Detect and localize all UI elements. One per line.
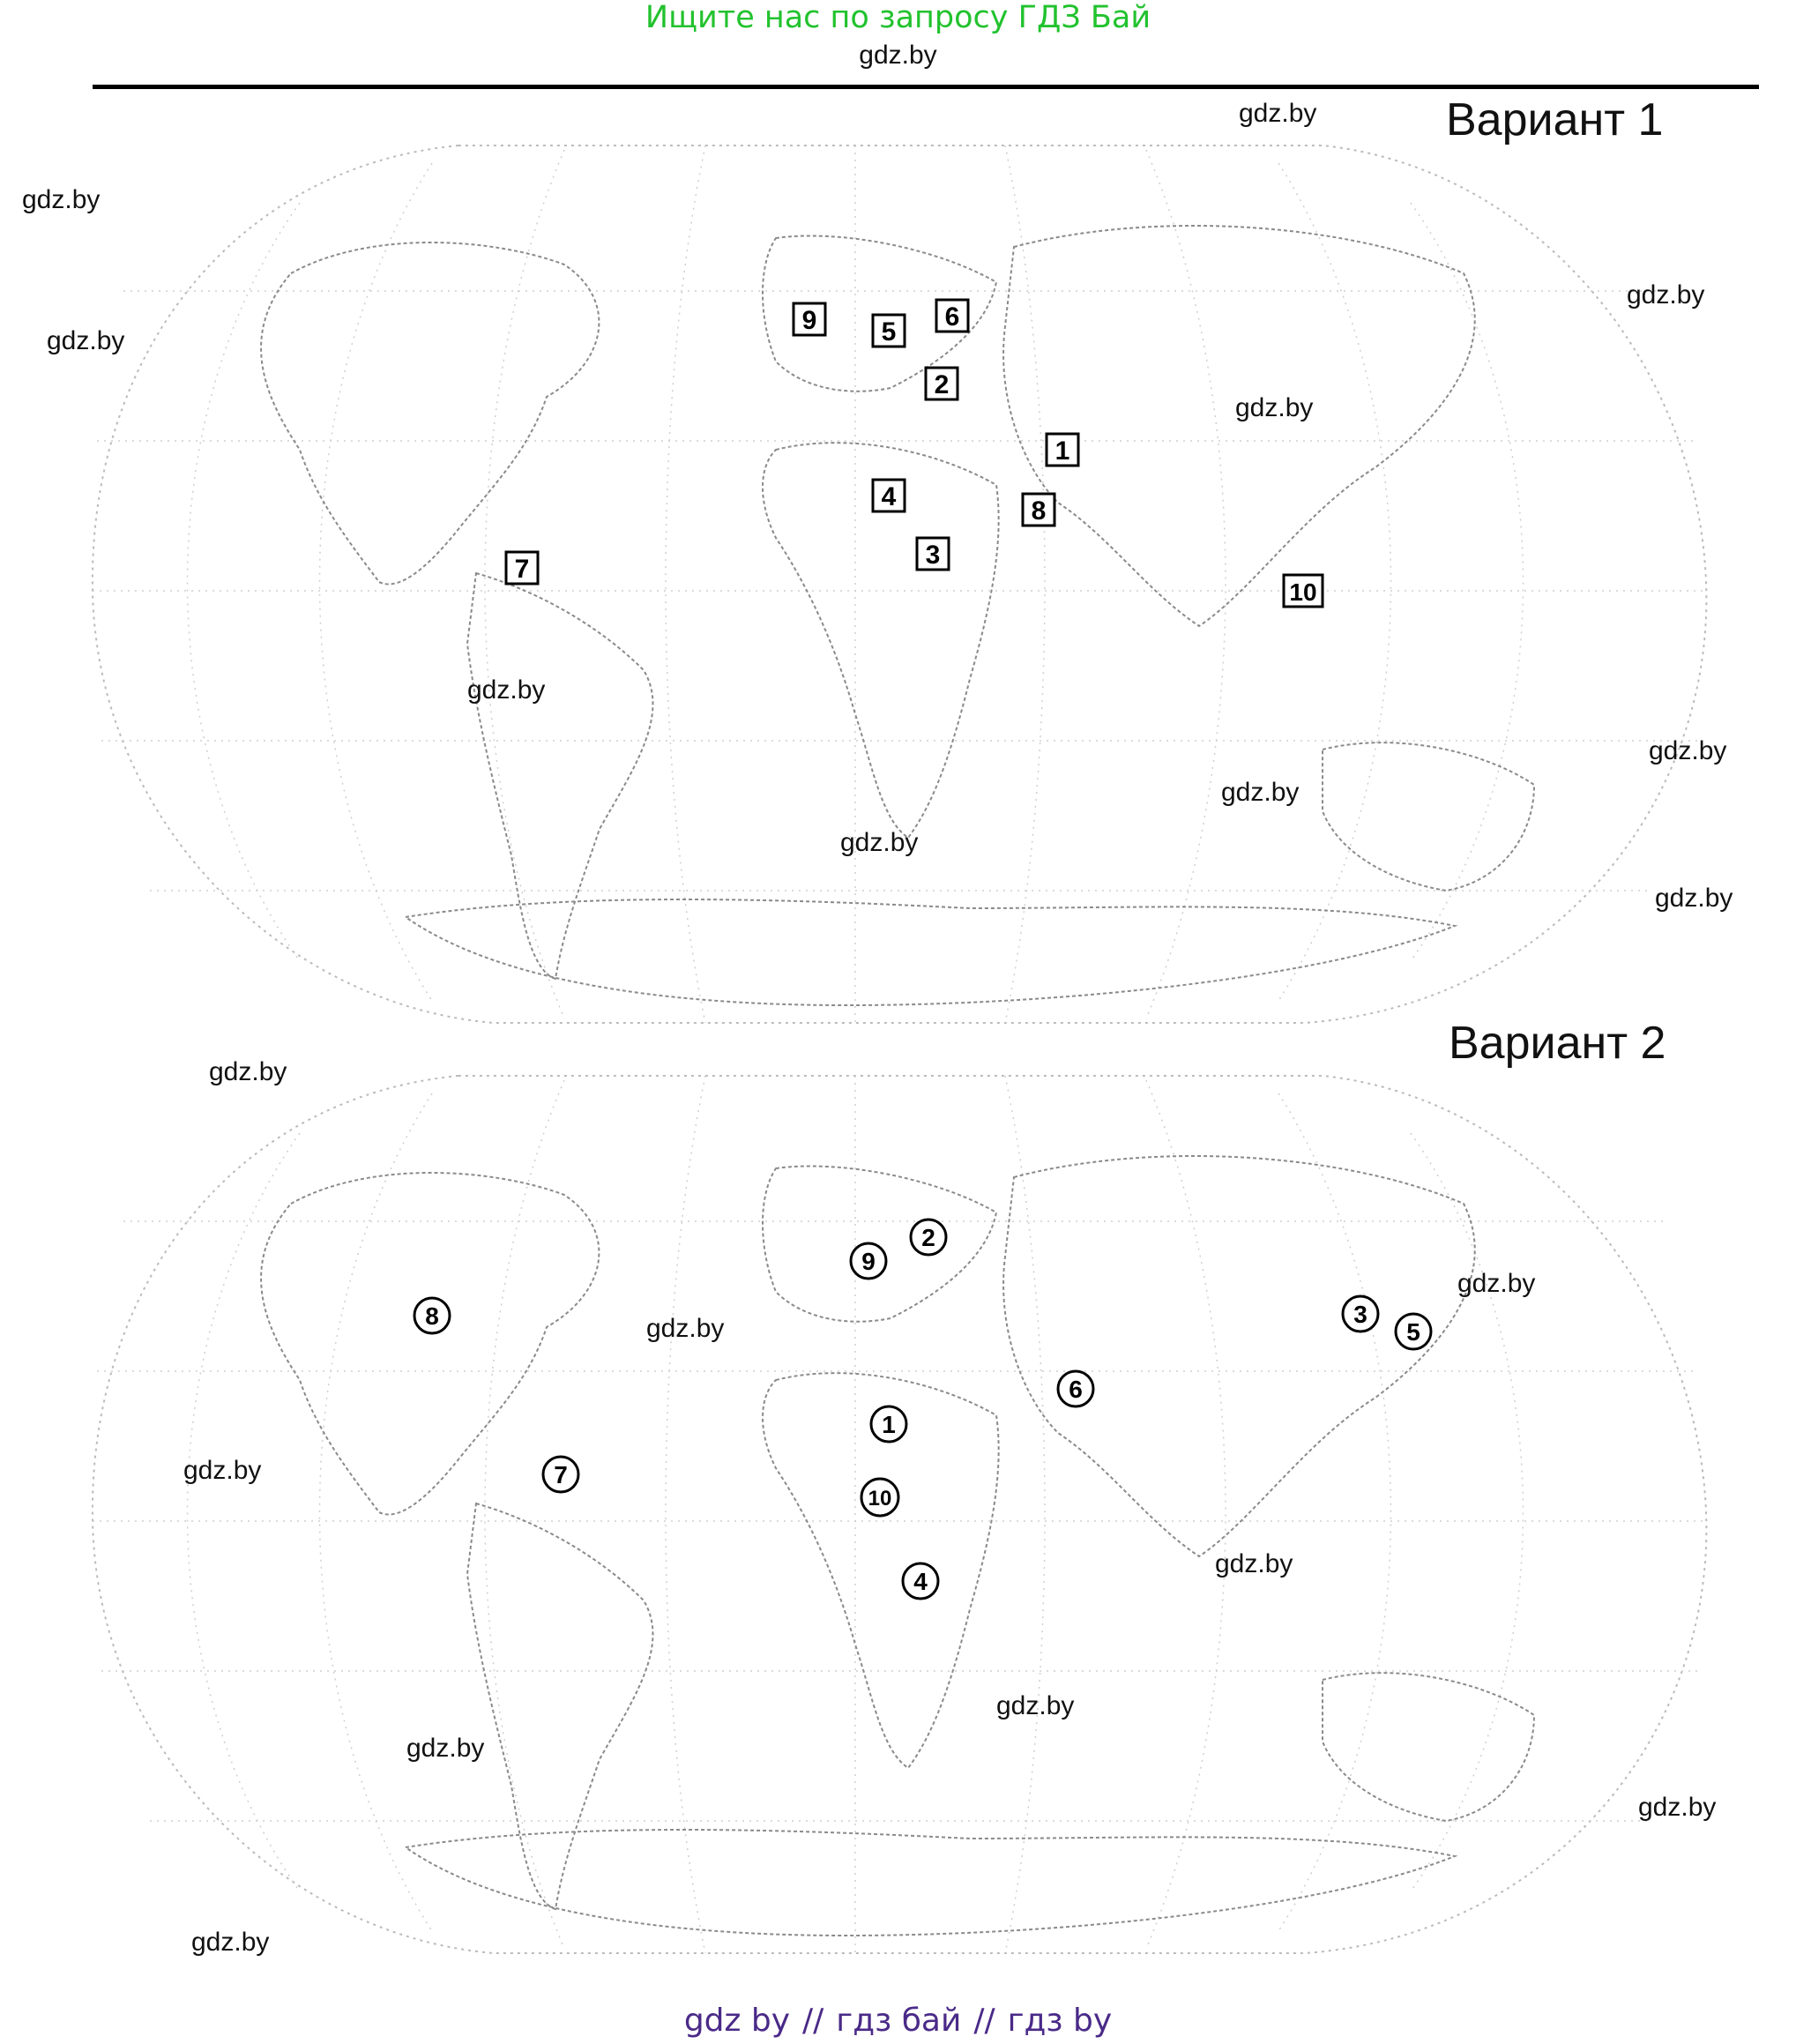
map-graticule xyxy=(93,145,1706,1023)
svg-text:10: 10 xyxy=(868,1487,892,1511)
svg-text:10: 10 xyxy=(1289,578,1317,606)
svg-text:3: 3 xyxy=(1353,1301,1367,1328)
watermark: gdz.by xyxy=(1627,280,1705,310)
marker-5 xyxy=(1396,1314,1431,1349)
marker-4 xyxy=(903,1563,938,1599)
watermark: gdz.by xyxy=(47,326,125,355)
variant2-title: Вариант 2 xyxy=(1449,1018,1666,1069)
svg-text:1: 1 xyxy=(882,1411,896,1438)
watermark: gdz.by xyxy=(1457,1269,1536,1298)
watermark: gdz.by xyxy=(840,828,919,857)
marker-9 xyxy=(794,303,825,335)
marker-2 xyxy=(911,1220,946,1255)
watermark: gdz.by xyxy=(1649,736,1727,765)
variant1-markers xyxy=(506,300,1323,607)
marker-2 xyxy=(926,368,958,399)
svg-text:9: 9 xyxy=(801,306,817,335)
marker-10 xyxy=(861,1479,898,1516)
watermark: gdz.by xyxy=(996,1691,1075,1720)
marker-6 xyxy=(936,300,968,332)
marker-10 xyxy=(1284,575,1323,607)
watermark: gdz.by xyxy=(406,1734,485,1763)
svg-text:5: 5 xyxy=(1406,1318,1420,1346)
footer-links xyxy=(0,2003,1796,2039)
header-subtitle: gdz.by xyxy=(859,41,937,70)
header-divider xyxy=(93,85,1759,89)
watermark: gdz.by xyxy=(1239,99,1317,128)
svg-text:8: 8 xyxy=(425,1302,439,1330)
watermark: gdz.by xyxy=(646,1314,725,1343)
variant2-markers xyxy=(414,1220,1431,1599)
svg-text:1: 1 xyxy=(1054,436,1070,466)
marker-7 xyxy=(543,1457,578,1492)
watermark: gdz.by xyxy=(1638,1793,1717,1822)
marker-7 xyxy=(506,552,538,584)
svg-text:4: 4 xyxy=(913,1568,928,1595)
svg-text:9: 9 xyxy=(861,1248,876,1275)
svg-text:6: 6 xyxy=(944,302,960,332)
header-title: Ищите нас по запросу ГДЗ Бай xyxy=(645,0,1151,35)
marker-5 xyxy=(873,315,905,347)
watermark: gdz.by xyxy=(467,675,546,705)
footer-part: гдз by xyxy=(1007,2003,1113,2039)
world-map-variant1 xyxy=(0,132,1796,1032)
svg-text:7: 7 xyxy=(514,555,530,584)
svg-text:3: 3 xyxy=(925,541,941,570)
continent-outlines xyxy=(261,1156,1534,1936)
footer-separator: // xyxy=(973,2003,995,2039)
watermark: gdz.by xyxy=(1235,393,1314,422)
marker-8 xyxy=(1023,494,1054,526)
marker-8 xyxy=(414,1298,450,1333)
svg-text:2: 2 xyxy=(934,370,950,399)
watermark: gdz.by xyxy=(1221,778,1300,807)
marker-3 xyxy=(917,538,949,570)
watermark: gdz.by xyxy=(209,1057,287,1086)
watermark: gdz.by xyxy=(1215,1549,1293,1578)
footer-part: гдз бай xyxy=(836,2003,962,2039)
variant1-title: Вариант 1 xyxy=(1446,94,1664,145)
svg-text:7: 7 xyxy=(554,1461,568,1488)
map-graticule xyxy=(93,1076,1706,1953)
marker-3 xyxy=(1343,1296,1378,1332)
world-map-variant2 xyxy=(0,1063,1796,1962)
watermark: gdz.by xyxy=(191,1928,270,1957)
marker-9 xyxy=(851,1243,886,1279)
svg-text:6: 6 xyxy=(1069,1376,1083,1403)
watermark: gdz.by xyxy=(183,1456,262,1485)
svg-text:4: 4 xyxy=(881,482,897,511)
svg-text:8: 8 xyxy=(1031,496,1047,526)
marker-6 xyxy=(1058,1371,1093,1406)
svg-text:5: 5 xyxy=(881,317,897,347)
footer-separator: // xyxy=(802,2003,824,2039)
marker-1 xyxy=(871,1406,906,1442)
marker-1 xyxy=(1047,434,1078,466)
footer-part: gdz by xyxy=(683,2003,791,2039)
svg-text:2: 2 xyxy=(921,1224,935,1251)
watermark: gdz.by xyxy=(22,185,101,214)
marker-4 xyxy=(873,480,905,511)
watermark: gdz.by xyxy=(1655,884,1733,913)
